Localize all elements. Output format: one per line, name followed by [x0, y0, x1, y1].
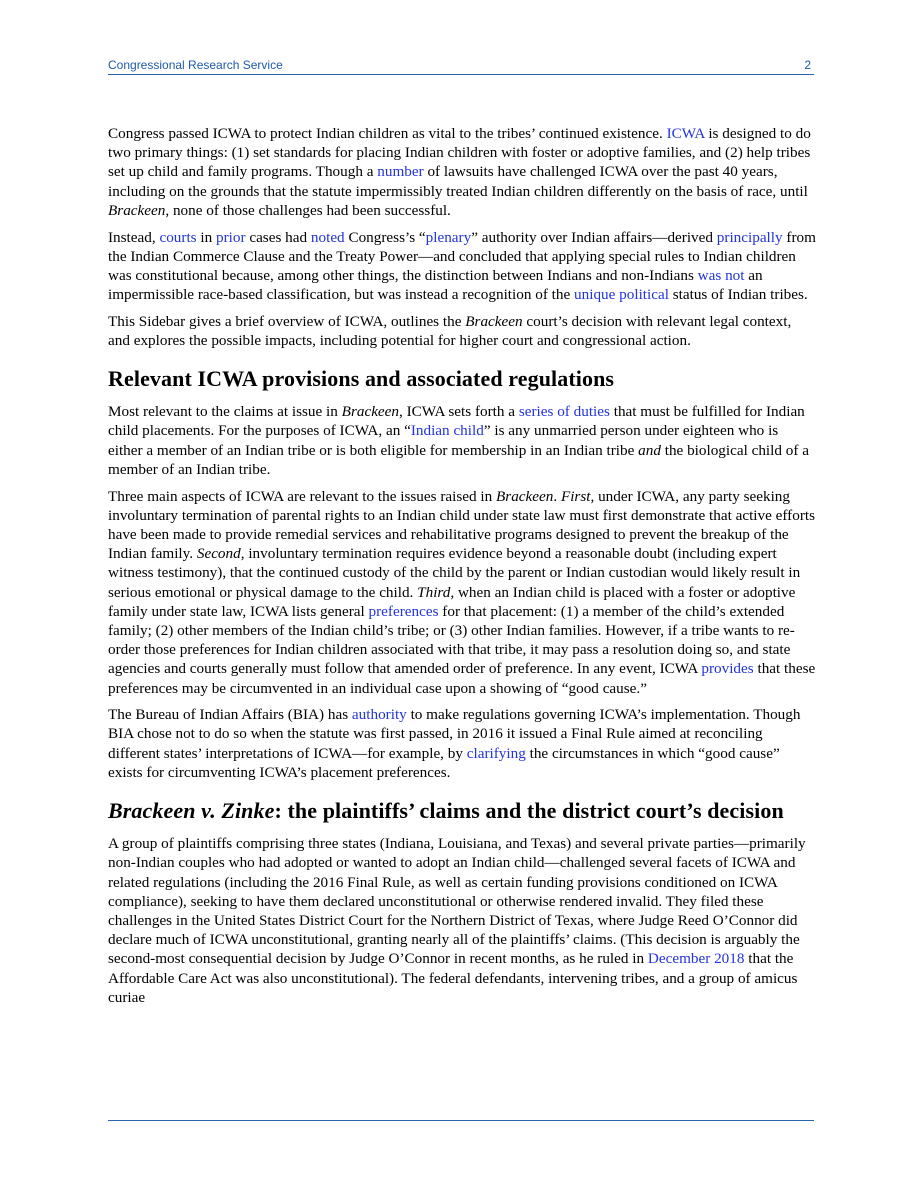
- link-provides[interactable]: provides: [701, 660, 754, 678]
- link-unique-political[interactable]: unique political: [574, 286, 669, 304]
- link-number[interactable]: number: [377, 163, 424, 181]
- link-was-not[interactable]: was not: [697, 266, 745, 284]
- link-preferences[interactable]: preferences: [368, 602, 439, 620]
- link-plenary[interactable]: plenary: [425, 228, 472, 246]
- paragraph-indian-child: Most relevant to the claims at issue in Brackeen, ICWA sets forth a series of duties that must be fulfilled for Indian child placements. For the purposes of ICWA, an “Indian child” is any unmarried person under eighteen who is either a member of an Indian tribe or is both eligible for membership in an Indian tribe and the biological child of a member of an Indian tribe.: [108, 403, 809, 478]
- link-series-of-duties[interactable]: series of duties: [518, 403, 610, 421]
- link-icwa[interactable]: ICWA: [666, 125, 705, 142]
- paragraph-prior-cases: Instead, courts in prior cases had noted Congress’s “plenary” authority over Indian affairs—derived principally from the Indian Commerce Clause and the Treaty Power—and concluded that applying special rules to Indian children was constitutional because, among other things, the distinction between Indians and non-Indians was not an impermissible race-based classification, but was instead a recognition of the unique political status of Indian tribes.: [108, 228, 816, 304]
- link-clarifying[interactable]: clarifying: [466, 744, 526, 762]
- link-courts[interactable]: courts: [159, 228, 197, 246]
- section-heading-provisions: Relevant ICWA provisions and associated regulations: [108, 366, 615, 392]
- link-noted[interactable]: noted: [310, 228, 345, 246]
- footer-rule: [108, 1120, 814, 1121]
- page-number: 2: [804, 58, 811, 72]
- link-principally[interactable]: principally: [716, 228, 783, 246]
- link-december-2018[interactable]: December 2018: [647, 950, 745, 968]
- document-body: [108, 124, 816, 1014]
- paragraph-three-aspects: Three main aspects of ICWA are relevant to the issues raised in Brackeen. First, under ICWA, any party seeking involuntary termination of parental rights to an Indian child under state law must first demonstrate that active efforts have been made to provide remedial services and rehabilitative programs designed to prevent the breakup of the Indian family. Second, involuntary termination requires evidence beyond a reasonable doubt (including expert witness testimony), that the continued custody of the child by the parent or Indian custodian would likely result in serious emotional or physical damage to the child. Third, when an Indian child is placed with a foster or adoptive family under state law, ICWA lists general preferences for that placement: (1) a member of the child’s extended family; (2) other members of the Indian child’s tribe; or (3) other Indian families. However, if a tribe wants to re-order those preferences for Indian children associated with that tribe, it may pass a resolution doing so, and state agencies and courts generally must follow that amended order of preference. In any event, ICWA provides that these preferences may be circumvented in an individual case upon a showing of “good cause.”: [108, 487, 816, 697]
- link-prior[interactable]: prior: [216, 228, 246, 246]
- link-authority[interactable]: authority: [351, 706, 407, 724]
- paragraph-bia: The Bureau of Indian Affairs (BIA) has authority to make regulations governing ICWA’s implementation. Though BIA chose not to do so when the statute was first passed, in 2016 it issued a Final Rule aimed at reconciling different states’ interpretations of ICWA—for example, by clarifying the circumstances in which “good cause” exists for circumventing ICWA’s placement preferences.: [108, 706, 801, 781]
- link-indian-child[interactable]: Indian child: [410, 422, 484, 440]
- paragraph-overview: This Sidebar gives a brief overview of ICWA, outlines the Brackeen court’s decision with relevant legal context, and explores the possible impacts, including potential for higher court and congressional action.: [108, 312, 792, 350]
- header-rule: [108, 74, 814, 75]
- publisher-name: Congressional Research Service: [108, 58, 283, 72]
- paragraph-intro: Congress passed ICWA to protect Indian children as vital to the tribes’ continued existence. ICWA is designed to do two primary things: (1) set standards for placing Indian children with foster or adoptive families, and (2) help tribes set up child and family programs. Though a number of lawsuits have challenged ICWA over the past 40 years, including on the grounds that the statute impermissibly treated Indian children differently on the basis of race, until Brackeen, none of those challenges had been successful.: [108, 125, 811, 219]
- section-heading-brackeen: Brackeen v. Zinke: the plaintiffs’ claims and the district court’s decision: [108, 798, 784, 824]
- paragraph-plaintiffs: A group of plaintiffs comprising three states (Indiana, Louisiana, and Texas) and several private parties—primarily non-Indian couples who had adopted or wanted to adopt an Indian child—challenged several facets of ICWA and related regulations (including the 2016 Final Rule, as well as certain funding provisions conditioned on ICWA compliance), seeking to have them declared unconstitutional or otherwise rendered invalid. They filed these challenges in the United States District Court for the Northern District of Texas, where Judge Reed O’Connor did declare much of ICWA unconstitutional, granting nearly all of the plaintiffs’ claims. (This decision is arguably the second-most consequential decision by Judge O’Connor in recent months, as he ruled in December 2018 that the Affordable Care Act was also unconstitutional). The federal defendants, intervening tribes, and a group of amicus curiae: [108, 835, 806, 1006]
